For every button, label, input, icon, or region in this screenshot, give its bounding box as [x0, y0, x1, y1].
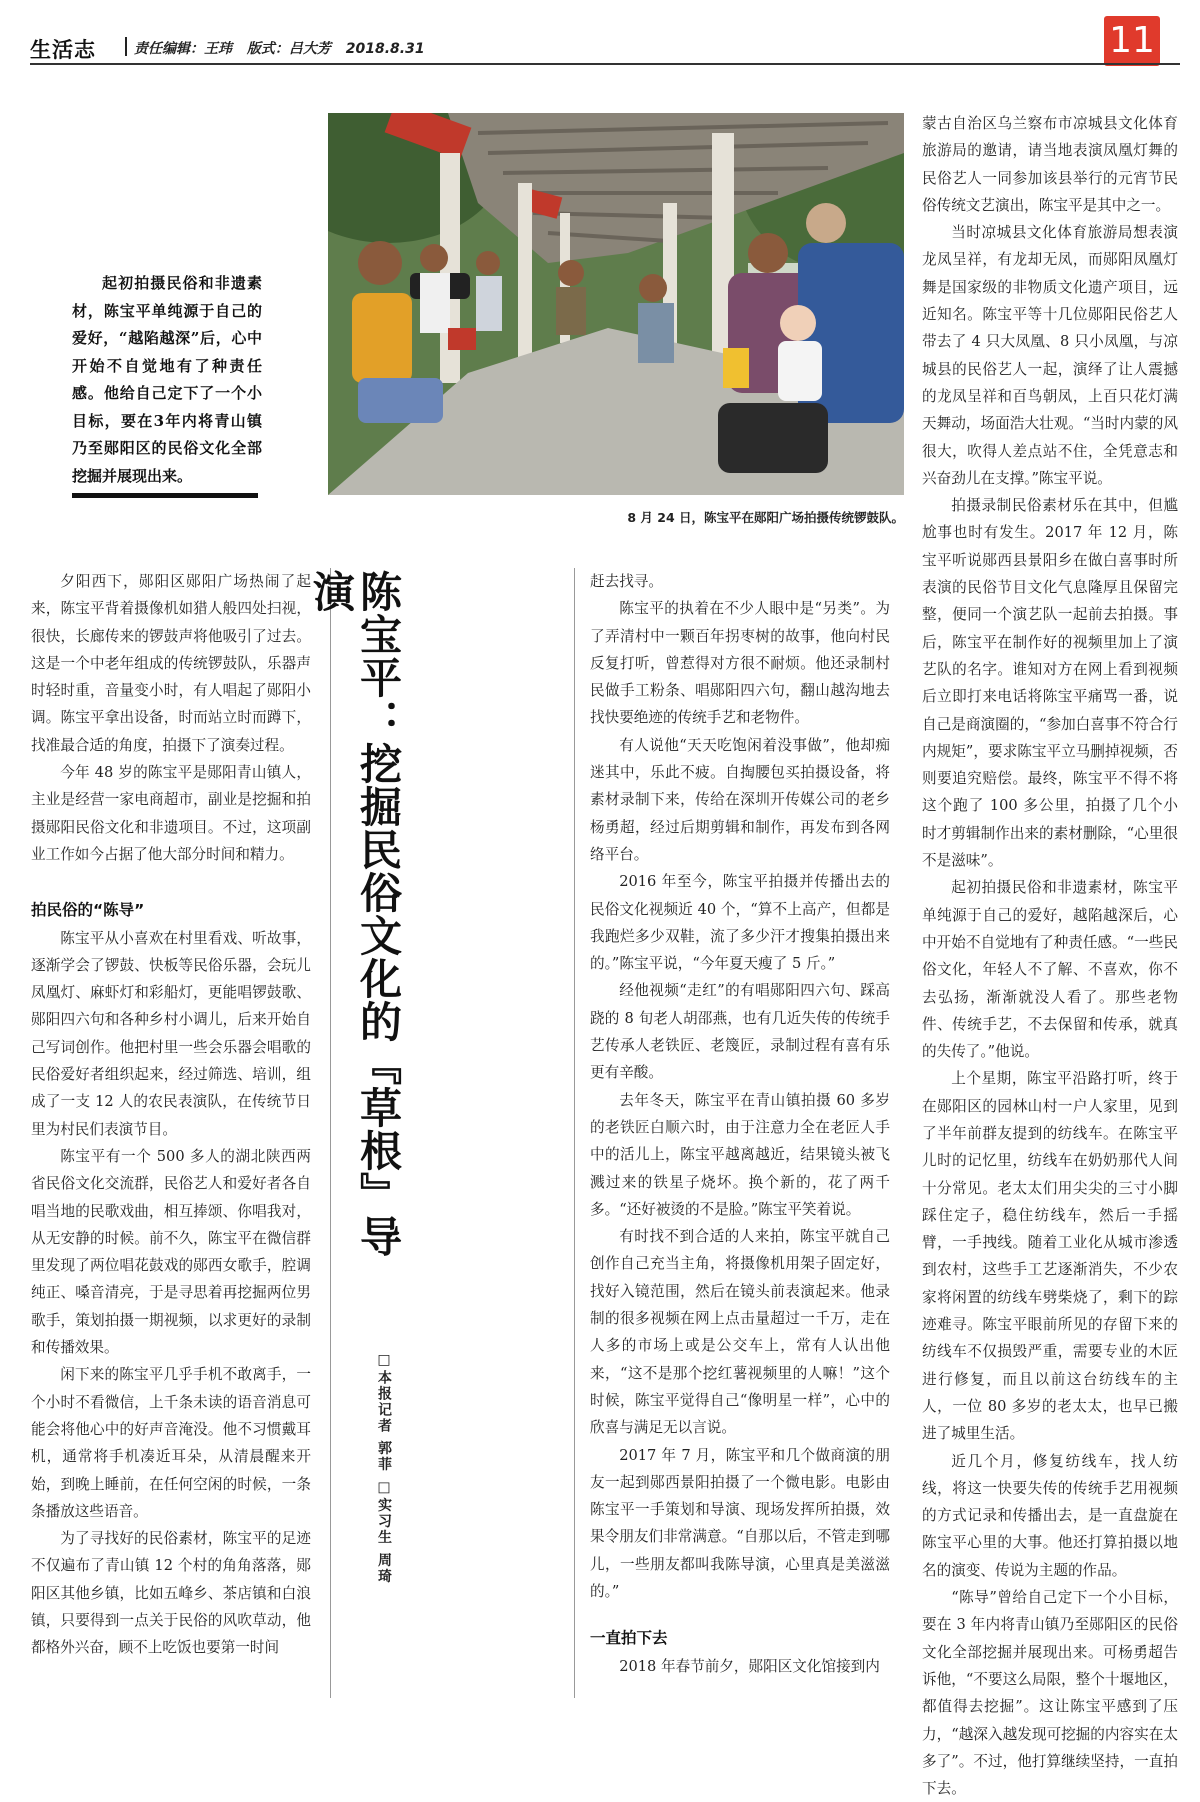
page-number: 11: [1104, 16, 1160, 66]
paragraph: 夕阳西下，郧阳区郧阳广场热闹了起来，陈宝平背着摄像机如猎人般四处扫视，很快，长廊传来的锣鼓声将他吸引了过去。这是一个中老年组成的传统锣鼓队，乐器声时轻时重，音量变小时，有人唱起了郧阳小调。陈宝平拿出设备，时而站立时而蹲下，找准最合适的角度，拍摄下了演奏过程。: [31, 573, 311, 754]
photo-caption: 8 月 24 日，陈宝平在郧阳广场拍摄传统锣鼓队。: [627, 510, 904, 525]
paragraph: 上个星期，陈宝平沿路打听，终于在郧阳区的园林山村一户人家里，见到了半年前群友提到的纺线车。在陈宝平儿时的记忆里，纺线车在奶奶那代人间十分常见。老太太们用尖尖的三寸小脚踩住定子，稳住纺线车，然后一手摇臂，一手拽线。随着工业化从城市渗透到农村，这些手工艺逐渐消失，不少农家将闲置的纺线车劈柴烧了，剩下的踪迹难寻。陈宝平眼前所见的存留下来的纺线车不仅损毁严重，需要专业的木匠进行修复，而且以前这台纺线车的主人，一位 80 多岁的老太太，也早已搬进了城里生活。: [922, 1070, 1178, 1443]
paragraph: 近几个月，修复纺线车，找人纺线，将这一快要失传的传统手艺用视频的方式记录和传播出去，是一直盘旋在陈宝平心里的大事。他还打算拍摄以地名的演变、传说为主题的作品。: [922, 1452, 1178, 1579]
paragraph: 有人说他“天天吃饱闲着没事做”，他却痴迷其中，乐此不疲。自掏腰包买拍摄设备，将素材录制下来，传给在深圳开传媒公司的老乡杨勇超，经过后期剪辑和制作，再发布到各网络平台。: [590, 736, 890, 863]
paragraph: 陈宝平从小喜欢在村里看戏、听故事，逐渐学会了锣鼓、快板等民俗乐器，会玩儿凤凰灯、麻虾灯和彩船灯，更能唱锣鼓歌、郧阳四六句和各种乡村小调儿，后来开始自己写词创作。他把村里一些会乐器会唱歌的民俗爱好者组织起来，经过筛选、培训，组成了一支 12 人的农民表演队，在传统节日里为村民们表演节目。: [31, 929, 311, 1138]
paragraph: 今年 48 岁的陈宝平是郧阳青山镇人，主业是经营一家电商超市，副业是挖掘和拍摄郧阳民俗文化和非遗项目。不过，这项副业工作如今占据了他大部分时间和精力。: [31, 764, 311, 863]
issue-date: 2018.8.31: [345, 41, 425, 57]
page-header: [30, 20, 1180, 64]
header-separator: [125, 37, 127, 56]
section-heading: 拍民俗的“陈导”: [31, 901, 145, 920]
section-heading: 一直拍下去: [590, 1629, 668, 1648]
paragraph: 2016 年至今，陈宝平拍摄并传播出去的民俗文化视频近 40 个，“算不上高产，但都是我跑烂多少双鞋，流了多少汗才搜集拍摄出来的。”陈宝平说，“今年夏天瘦了 5 斤。”: [590, 873, 890, 973]
pull-quote: 起初拍摄民俗和非遗素材，陈宝平单纯源于自己的爱好，“越陷越深”后，心中开始不自觉地有了种责任感。他给自己定下了一个小目标，要在3年内将青山镇乃至郧阳区的民俗文化全部挖掘并展现出来。: [72, 274, 262, 485]
header-rule: [30, 63, 1180, 65]
paragraph: 陈宝平的执着在不少人眼中是“另类”。为了弄清村中一颗百年拐枣树的故事，他向村民反复打听，曾惹得对方很不耐烦。他还录制村民做手工粉条、唱郧阳四六句，翻山越沟地去找快要绝迹的传统手艺和老物件。: [590, 600, 890, 727]
paragraph: 当时凉城县文化体育旅游局想表演龙凤呈祥，有龙却无凤，而郧阳凤凰灯舞是国家级的非物质文化遗产项目，远近知名。陈宝平等十几位郧阳民俗艺人带去了 4 只大凤凰、8 只小凤凰，与凉城县的民俗艺人一起，演绎了让人震撼的龙凤呈祥和百鸟朝凤，上百只花灯满天舞动，场面浩大壮观。“当时内蒙的风很大，吹得人差点站不住，全凭意志和兴奋劲儿在支撑。”陈宝平说。: [922, 224, 1178, 487]
article-photo: [328, 113, 904, 495]
paragraph: 起初拍摄民俗和非遗素材，陈宝平单纯源于自己的爱好，越陷越深后，心中开始不自觉地有了种责任感。“一些民俗文化，年轻人不了解、不喜欢，你不去弘扬，渐渐就没人看了。那些老物件、传统手艺，不去保留和传承，就真的失传了。”他说。: [922, 879, 1178, 1061]
paragraph: 有时找不到合适的人来拍，陈宝平就自己创作自己充当主角，将摄像机用架子固定好，找好入镜范围，然后在镜头前表演起来。他录制的很多视频在网上点击量超过一千万，走在人多的市场上或是公交车上，常有人认出他来，“这不是那个挖红薯视频里的人嘛！”这个时候，陈宝平觉得自己“像明星一样”，心中的欣喜与满足无以言说。: [590, 1228, 890, 1437]
article-column-1: [31, 568, 311, 1662]
paragraph: 为了寻找好的民俗素材，陈宝平的足迹不仅遍布了青山镇 12 个村的角角落落，郧阳区其他乡镇，比如五峰乡、茶店镇和白浪镇，只要得到一点关于民俗的风吹草动，他都格外兴奋，顾不上吃饭也要第一时间: [31, 1530, 311, 1657]
photo-illustration: [328, 113, 904, 495]
article-column-3: [590, 568, 890, 1680]
paragraph: 2018 年春节前夕，郧阳区文化馆接到内: [619, 1657, 880, 1675]
paragraph: “陈导”曾给自己定下一个小目标，要在 3 年内将青山镇乃至郧阳区的民俗文化全部挖掘并展现出来。可杨勇超告诉他，“不要这么局限，整个十堰地区，都值得去挖掘”。这让陈宝平感到了压力，“越深入越发现可挖掘的内容实在太多了”。不过，他打算继续坚持，一直拍下去。: [922, 1589, 1178, 1798]
paragraph: 经他视频“走红”的有唱郧阳四六句、踩高跷的 8 旬老人胡邵燕，也有几近失传的传统手艺传承人老铁匠、老篾匠，录制过程有喜有乐更有辛酸。: [590, 982, 890, 1082]
paragraph: 去年冬天，陈宝平在青山镇拍摄 60 多岁的老铁匠白顺六时，由于注意力全在老匠人手中的活儿上，陈宝平越离越近，结果镜头被飞溅过来的铁星子烧坏。换个新的，花了两千多。“还好被烫的不是脸。”陈宝平笑着说。: [590, 1091, 890, 1218]
paragraph: 蒙古自治区乌兰察布市凉城县文化体育旅游局的邀请，请当地表演凤凰灯舞的民俗艺人一同参加该县举行的元宵节民俗传统文艺演出，陈宝平是其中之一。: [922, 115, 1178, 214]
section-name: 生活志: [30, 38, 96, 62]
paragraph: 陈宝平有一个 500 多人的湖北陕西两省民俗文化交流群，民俗艺人和爱好者各自唱当地的民歌戏曲，相互捧颂、你唱我对，从无安静的时候。前不久，陈宝平在微信群里发现了两位唱花鼓戏的郧西女歌手，腔调纯正、嗓音清亮，于是寻思着再挖掘两位男歌手，策划拍摄一期视频，以求更好的录制和传播效果。: [31, 1147, 311, 1357]
header-credits: [134, 38, 435, 58]
byline: □本报记者 郭菲 □实习生 周琦: [376, 1352, 392, 1585]
paragraph: 赶去找寻。: [590, 573, 663, 590]
layout-credit: 版式：吕大芳: [246, 41, 331, 57]
paragraph: 拍摄录制民俗素材乐在其中，但尴尬事也时有发生。2017 年 12 月，陈宝平听说郧西县景阳乡在做白喜事时所表演的民俗节目文化气息隆厚且保留完整，便同一个演艺队一起前去拍摄。事后，陈宝平在制作好的视频里加上了演艺队的名字。谁知对方在网上看到视频后立即打来电话将陈宝平痛骂一番，说自己是商演圈的，“参加白喜事不符合行内规矩”，要求陈宝平立马删掉视频，否则要追究赔偿。最终，陈宝平不得不将这个跑了 100 多公里，拍摄了几个小时才剪辑制作出来的素材删除，“心里很不是滋味”。: [922, 497, 1178, 870]
pull-quote-rule: [72, 493, 258, 498]
paragraph: 闲下来的陈宝平几乎手机不敢离手，一个小时不看微信，上千条未读的语音消息可能会将他心中的好声音淹没。他不习惯戴耳机，通常将手机凑近耳朵，从清晨醒来开始，到晚上睡前，在任何空闲的时候，一条条播放这些语音。: [31, 1366, 311, 1520]
article-column-4: [922, 110, 1178, 1802]
column-divider: [574, 568, 575, 1698]
article-title: 陈宝平：挖掘民俗文化的『草根』导演: [307, 570, 403, 1258]
column-divider: [330, 568, 331, 1698]
paragraph: 2017 年 7 月，陈宝平和几个做商演的朋友一起到郧西景阳拍摄了一个微电影。电影由陈宝平一手策划和导演、现场发挥所拍摄，效果令朋友们非常满意。“自那以后，不管走到哪儿，一些朋友都叫我陈导演，心里真是美滋滋的。”: [590, 1446, 890, 1600]
editor-credit: 责任编辑：王玮: [134, 41, 232, 57]
